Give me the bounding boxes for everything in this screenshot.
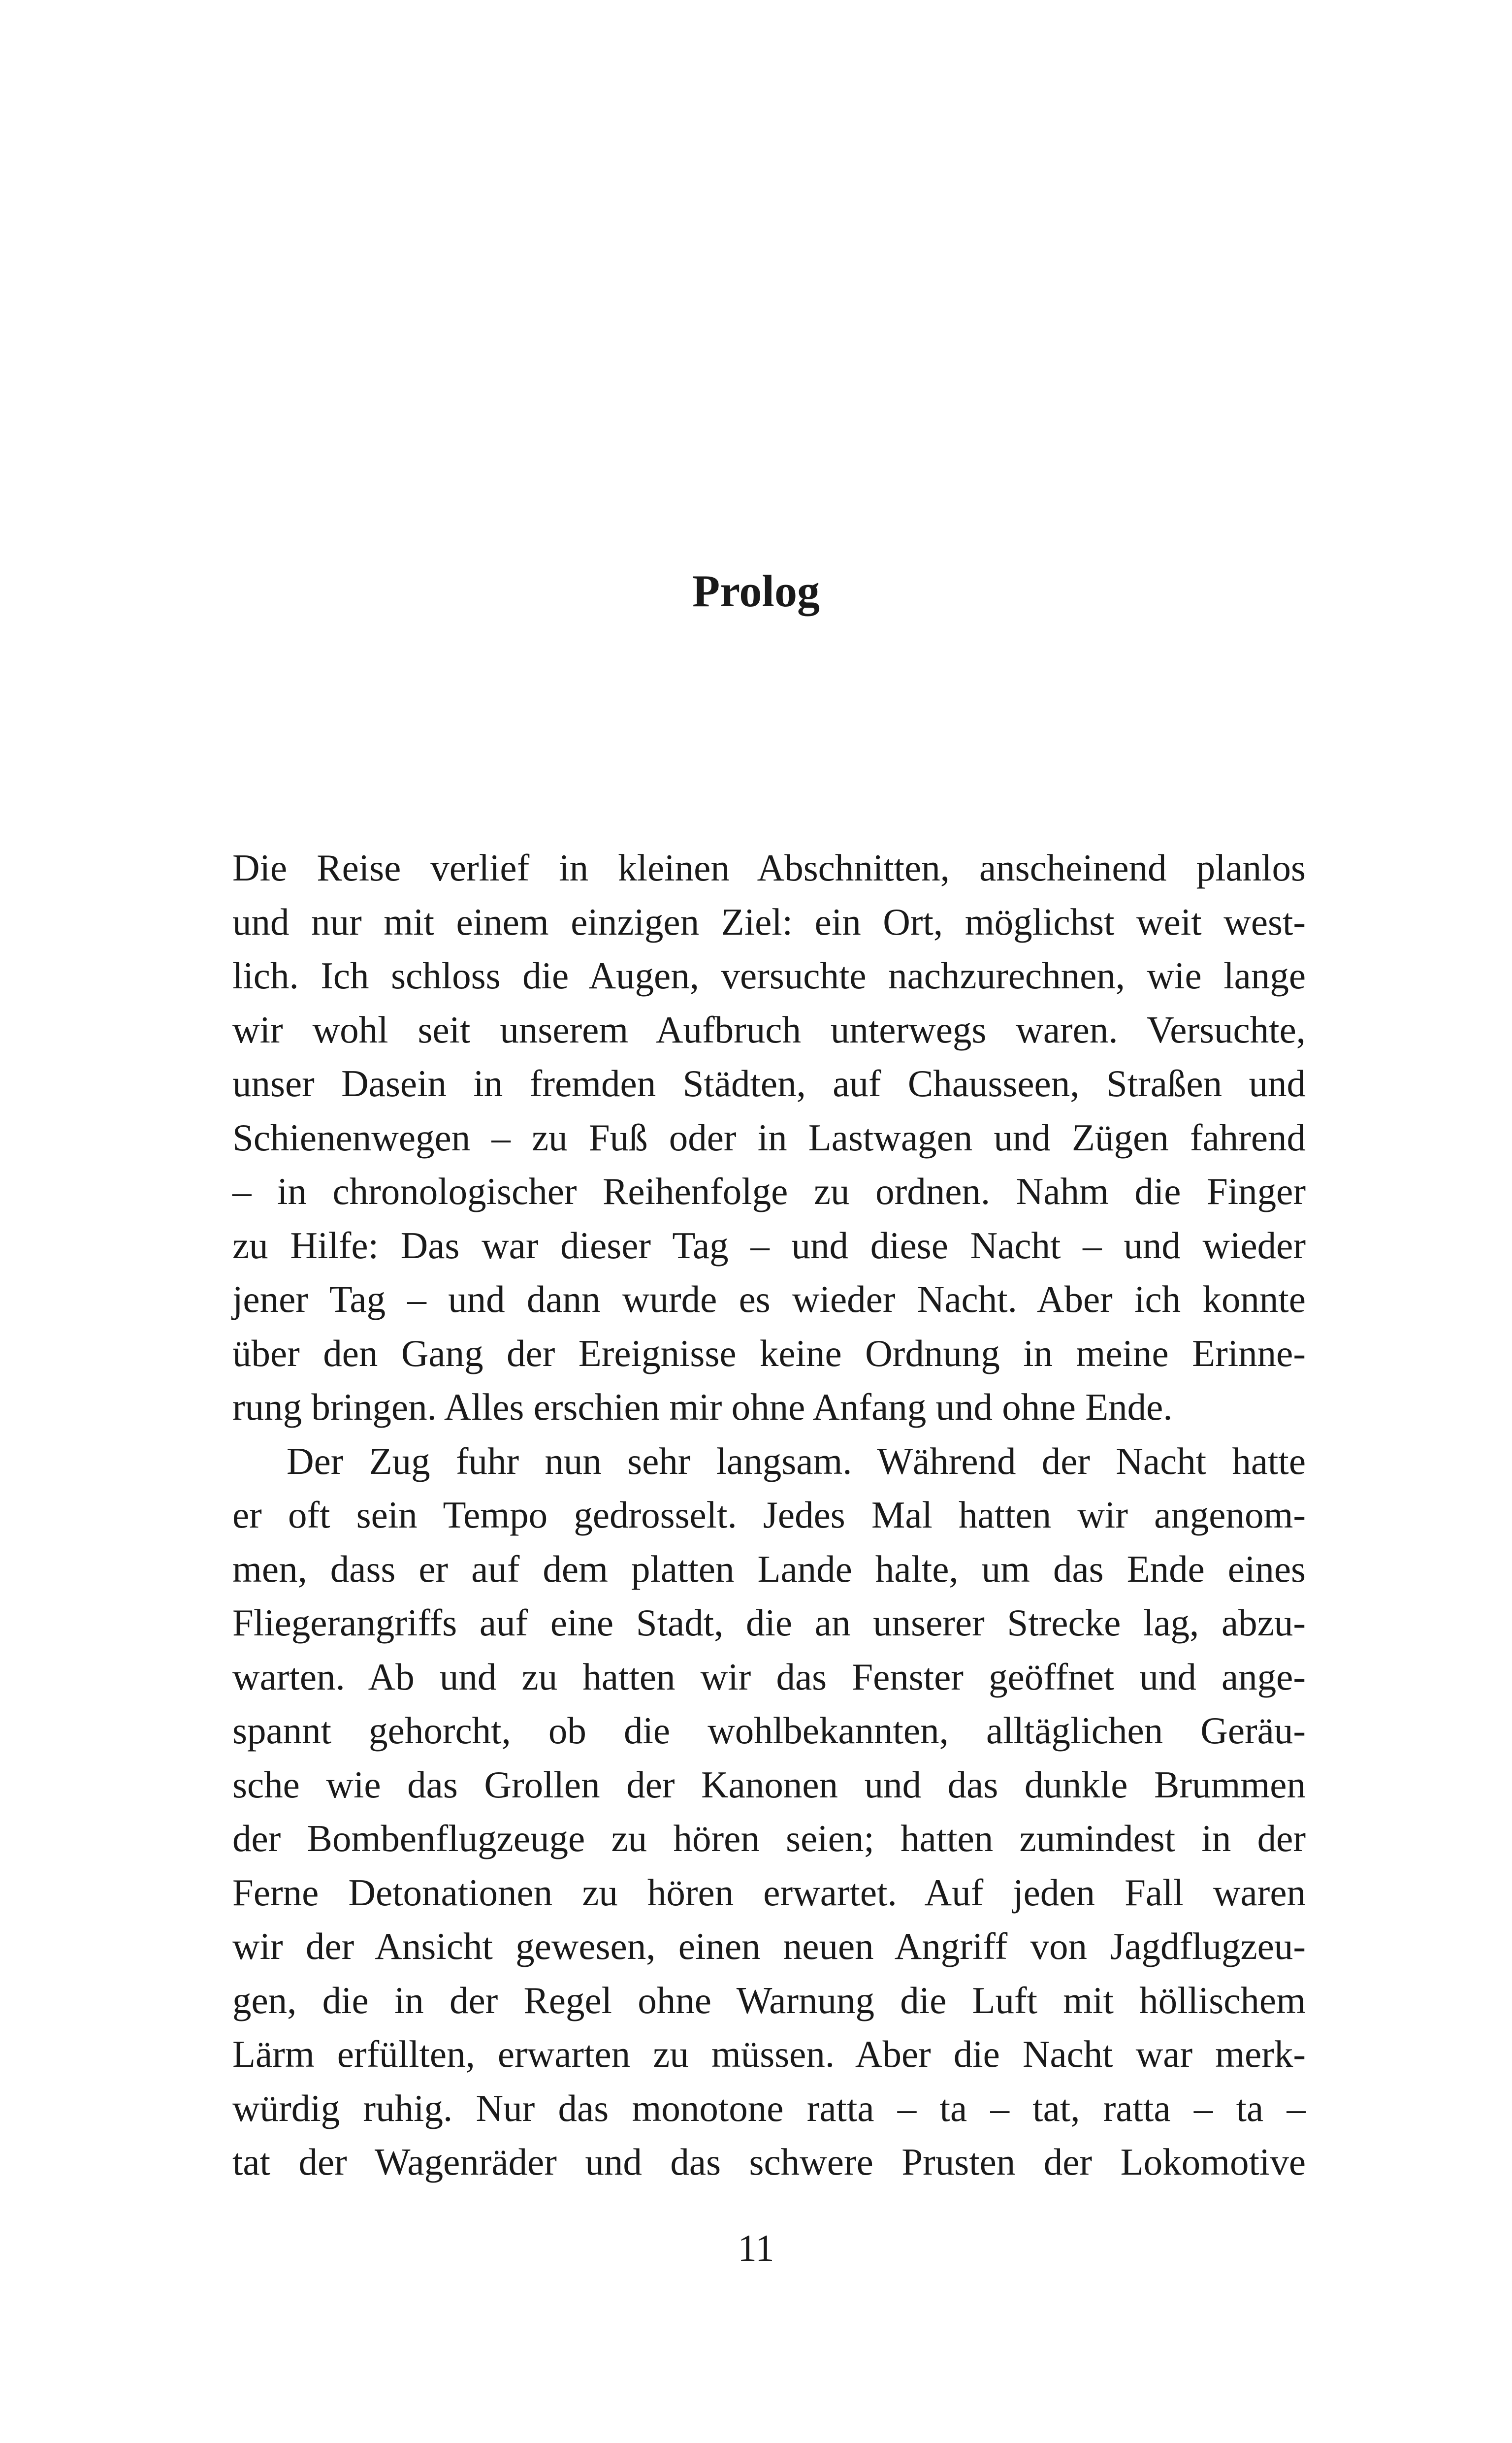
body-text [232, 841, 1306, 2189]
text-line: tat der Wagenräder und das schwere Prusten der Lokomotive [232, 2141, 1306, 2183]
page-number: 11 [738, 2227, 774, 2269]
text-line: Schienenwegen – zu Fuß oder in Lastwagen und Zügen fahrend [232, 1116, 1306, 1159]
text-line: Die Reise verlief in kleinen Abschnitten, anscheinend planlos [232, 847, 1306, 889]
text-line: sche wie das Grollen der Kanonen und das dunkle Brummen [232, 1763, 1306, 1806]
text-line: jener Tag – und dann wurde es wieder Nacht. Aber ich konnte [232, 1278, 1306, 1320]
text-line: zu Hilfe: Das war dieser Tag – und diese Nacht – und wieder [232, 1224, 1306, 1267]
text-line: men, dass er auf dem platten Lande halte, um das Ende eines [232, 1547, 1306, 1590]
text-line: er oft sein Tempo gedrosselt. Jedes Mal hatten wir angenom- [232, 1494, 1306, 1536]
text-line: Lärm erfüllten, erwarten zu müssen. Aber die Nacht war merk- [232, 2033, 1306, 2075]
text-line: wir der Ansicht gewesen, einen neuen Angriff von Jagdflugzeu- [232, 1925, 1306, 1967]
text-line: und nur mit einem einzigen Ziel: ein Ort, möglichst weit west- [232, 900, 1306, 943]
text-line: über den Gang der Ereignisse keine Ordnung in meine Erinne- [232, 1332, 1306, 1374]
text-line: würdig ruhig. Nur das monotone ratta – ta – tat, ratta – ta – [232, 2086, 1306, 2129]
text-line: lich. Ich schloss die Augen, versuchte nachzurechnen, wie lange [232, 954, 1306, 997]
paragraph-end-line: rung bringen. Alles erschien mir ohne Anfang und ohne Ende. [232, 1386, 1173, 1428]
text-line: Fliegerangriffs auf eine Stadt, die an unserer Strecke lag, abzu- [232, 1601, 1306, 1644]
text-line: – in chronologischer Reihenfolge zu ordnen. Nahm die Finger [232, 1170, 1306, 1212]
text-line: unser Dasein in fremden Städten, auf Chausseen, Straßen und [232, 1062, 1306, 1105]
chapter-title: Prolog [692, 566, 820, 616]
text-line: spannt gehorcht, ob die wohlbekannten, alltäglichen Geräu- [232, 1709, 1306, 1752]
text-line: der Bombenflugzeuge zu hören seien; hatten zumindest in der [232, 1817, 1306, 1859]
text-line: warten. Ab und zu hatten wir das Fenster geöffnet und ange- [232, 1655, 1306, 1698]
text-line: Ferne Detonationen zu hören erwartet. Auf jeden Fall waren [232, 1871, 1306, 1914]
text-line: wir wohl seit unserem Aufbruch unterwegs waren. Versuchte, [232, 1008, 1306, 1051]
paragraph-start-line: Der Zug fuhr nun sehr langsam. Während der Nacht hatte [287, 1439, 1306, 1482]
text-line: gen, die in der Regel ohne Warnung die Luft mit höllischem [232, 1979, 1306, 2021]
